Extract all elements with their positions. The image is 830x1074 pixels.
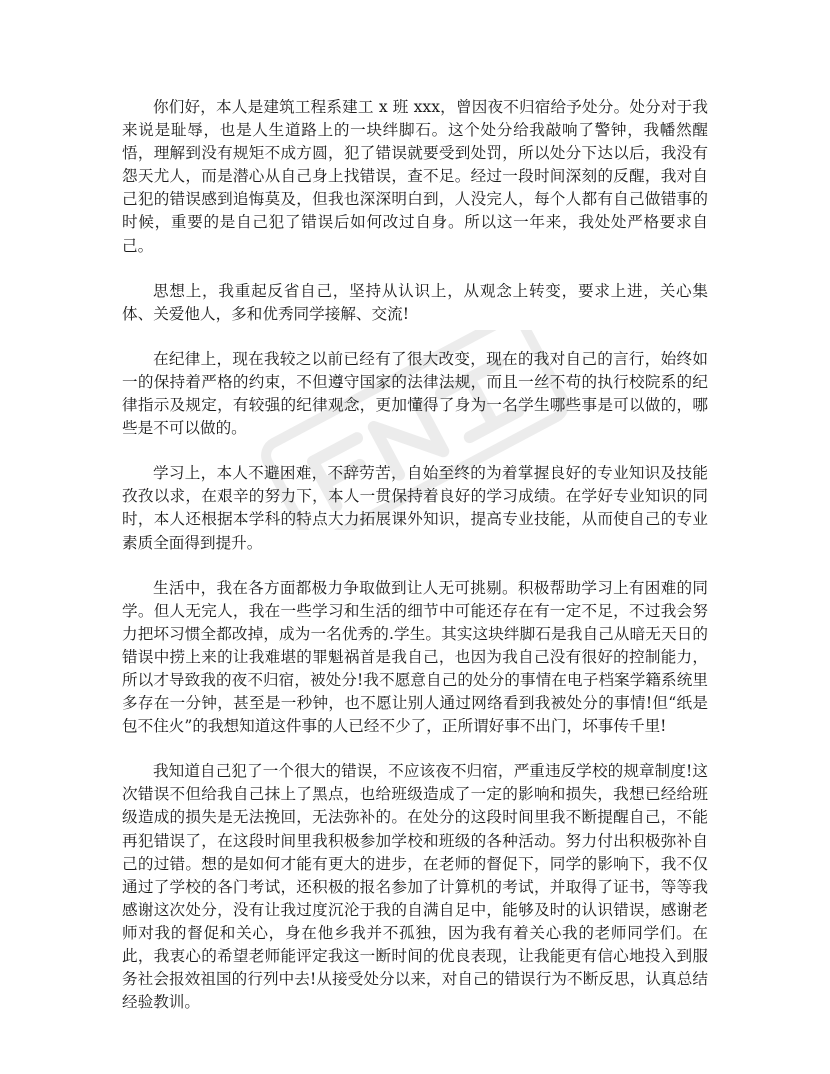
paragraph-conclusion: 我知道自己犯了一个很大的错误，不应该夜不归宿，严重违反学校的规章制度!这次错误不但给我自己抹上了黑点，也给班级造成了一定的影响和损失，我想已经给班级造成的损失是无法挽回，无法弥补的。在处分的这段时间里我不断提醒自己，不能再犯错误了，在这段时间里我积极参加学校和班级的各种活动。努力付出积极弥补自己的过错。想的是如何才能有更大的进步，在老师的督促下，同学的影响下，我不仅通过了学校的各门考试，还积极的报名参加了计算机的考试，并取得了证书，等等我感谢这次处分，没有让我过度沉沦于我的自满自足中，能够及时的认识错误，感谢老师对我的督促和关心，身在他乡我并不孤独，因为我有着关心我的老师同学们。在此，我衷心的希望老师能评定我这一断时间的优良表现，让我能更有信心地投入到服务社会报效祖国的行列中去!从接受处分以来，对自己的错误行为不断反思，认真总结经验教训。 bbox=[122, 762, 708, 1012]
paragraph-thought: 思想上，我重起反省自己，坚持从认识上，从观念上转变，要求上进，关心集体、关爱他人，多和优秀同学接解、交流! bbox=[122, 281, 708, 323]
paragraph-discipline: 在纪律上，现在我较之以前已经有了很大改变，现在的我对自己的言行，始终如一的保持着严格的约束，不但遵守国家的法律法规，而且一丝不苟的执行校院系的纪律指示及规定，有较强的纪律观念，更加懂得了身为一名学生哪些事是可以做的，哪些是不可以做的。 bbox=[122, 349, 708, 438]
paragraph-study: 学习上，本人不避困难，不辞劳苦，自始至终的为着掌握良好的专业知识及技能孜孜以求，在艰辛的努力下，本人一贯保持着良好的学习成绩。在学好专业知识的同时，本人还根据本学科的特点大力拓展课外知识，提高专业技能，从而使自己的专业素质全面得到提升。 bbox=[122, 464, 708, 552]
paragraph-greeting: 你们好，本人是建筑工程系建工 x 班 xxx，曾因夜不归宿给予处分。处分对于我来说是耻辱，也是人生道路上的一块绊脚石。这个处分给我敲响了警钟，我幡然醒悟，理解到没有规矩不成方圆，犯了错误就要受到处罚，所以处分下达以后，我没有怨天尤人，而是潜心从自己身上找错误，查不足。经过一段时间深刻的反醒，我对自己犯的错误感到追悔莫及，但我也深深明白到，人没完人，每个人都有自己做错事的时候，重要的是自己犯了错误后如何改过自身。所以这一年来，我处处严格要求自己。 bbox=[122, 98, 708, 255]
paragraph-life: 生活中，我在各方面都极力争取做到让人无可挑剔。积极帮助学习上有困难的同学。但人无完人，我在一些学习和生活的细节中可能还存在有一定不足，不过我会努力把坏习惯全都改掉，成为一名优秀的.学生。其实这块绊脚石是我自己从暗无天日的错误中捞上来的让我难堪的罪魁祸首是我自己，也因为我自己没有很好的控制能力，所以才导致我的夜不归宿，被处分!我不愿意自己的处分的事情在电子档案学籍系统里多存在一分钟，甚至是一秒钟，也不愿让别人通过网络看到我被处分的事情!但“纸是包不住火”的我想知道这件事的人已经不少了，正所谓好事不出门，坏事传千里! bbox=[122, 578, 708, 736]
document-body bbox=[122, 96, 708, 1014]
